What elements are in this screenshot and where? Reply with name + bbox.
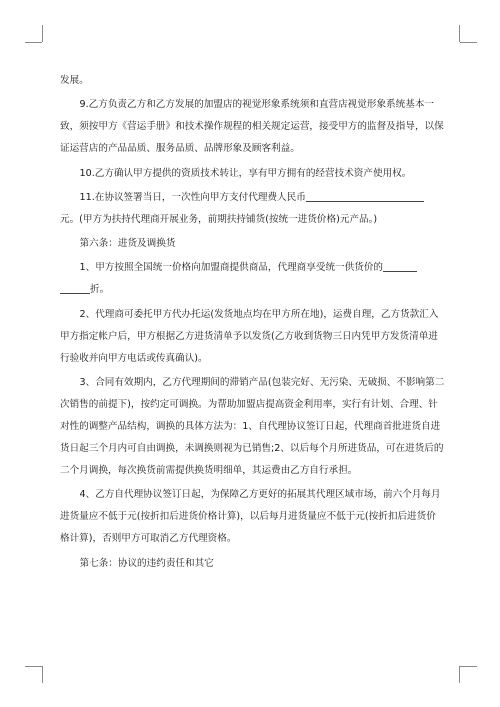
crop-mark-bottom-right-vertical [459,666,460,683]
article-6-heading: 第六条：进货及调换货 [79,238,176,250]
paragraph-continuation: 发展。 [60,75,89,86]
clause-11 [60,187,445,231]
crop-mark-top-right-horizontal [460,42,477,43]
clause-11-text: 11.在协议签署当日，一次性向甲方支付代理费人民币 [79,191,306,203]
crop-mark-bottom-left-vertical [42,666,43,683]
crop-mark-top-left-horizontal [25,42,42,43]
clause-9: 9.乙方负责乙方和乙方发展的加盟店的视觉形象系统须和直营店视觉形象系统基本一致，须按甲方《营运手册》和技术操作规程的相关规定运营，接受甲方的监督及指导，以保证运营店的产品品质、服务品质、品牌形象及顾客利益。 [60,99,444,155]
item-1-text: 1、甲方按照全国统一价格向加盟商提供商品，代理商享受统一供货价的 [79,262,384,274]
discount-blank-1 [383,260,417,272]
fee-amount-blank [306,190,424,202]
document-body [60,70,445,577]
article-7-heading: 第七条：协议的违约责任和其它 [79,557,214,569]
clause-11-continuation: 元。(甲方为扶持代理商开展业务，前期扶持铺货(按统一进货价格)元产品。) [60,213,378,225]
clause-10: 10.乙方确认甲方提供的资质技术转让，享有甲方拥有的经营技术资产使用权。 [79,167,412,179]
crop-mark-top-right-vertical [459,25,460,42]
crop-mark-bottom-right-horizontal [460,666,477,667]
article-6-item-1 [60,257,445,301]
item-1-suffix: 折。 [90,284,110,296]
article-6-item-4: 4、乙方自代理协议签订日起，为保障乙方更好的拓展其代理区域市场，前六个月每月进货量应不低于元(按折扣后进货价格计算)，以后每月进货量应不低于元(按折扣后进货价格计算)，否则甲方可取消乙方代理资格。 [60,489,441,545]
crop-mark-bottom-left-horizontal [25,666,42,667]
crop-mark-top-left-vertical [42,25,43,42]
discount-blank-2 [60,282,90,294]
article-6-item-3: 3、合同有效期内，乙方代理期间的滞销产品(包装完好、无污染、无破损、不影响第二次销售的前提下)，按约定可调换。为帮助加盟店提高资金利用率，实行有计划、合理、针对性的调整产品结构，调换的具体方法为：1、自代理协议签订日起，代理商首批进货自进货日起三个月内可自由调换，未调换则视为已销售;2、以后每个月所进货品，可在进货后的二个月调换，每次换货前需提供换货明细单，其运费由乙方自行承担。 [60,377,445,477]
article-6-item-2: 2、代理商可委托甲方代办托运(发货地点均在甲方所在地)，运费自理，乙方货款汇入甲方指定帐户后，甲方根据乙方进货清单予以发货(乙方收到货物三日内凭甲方发货清单进行验收并向甲方电话或传真确认)。 [60,308,439,364]
